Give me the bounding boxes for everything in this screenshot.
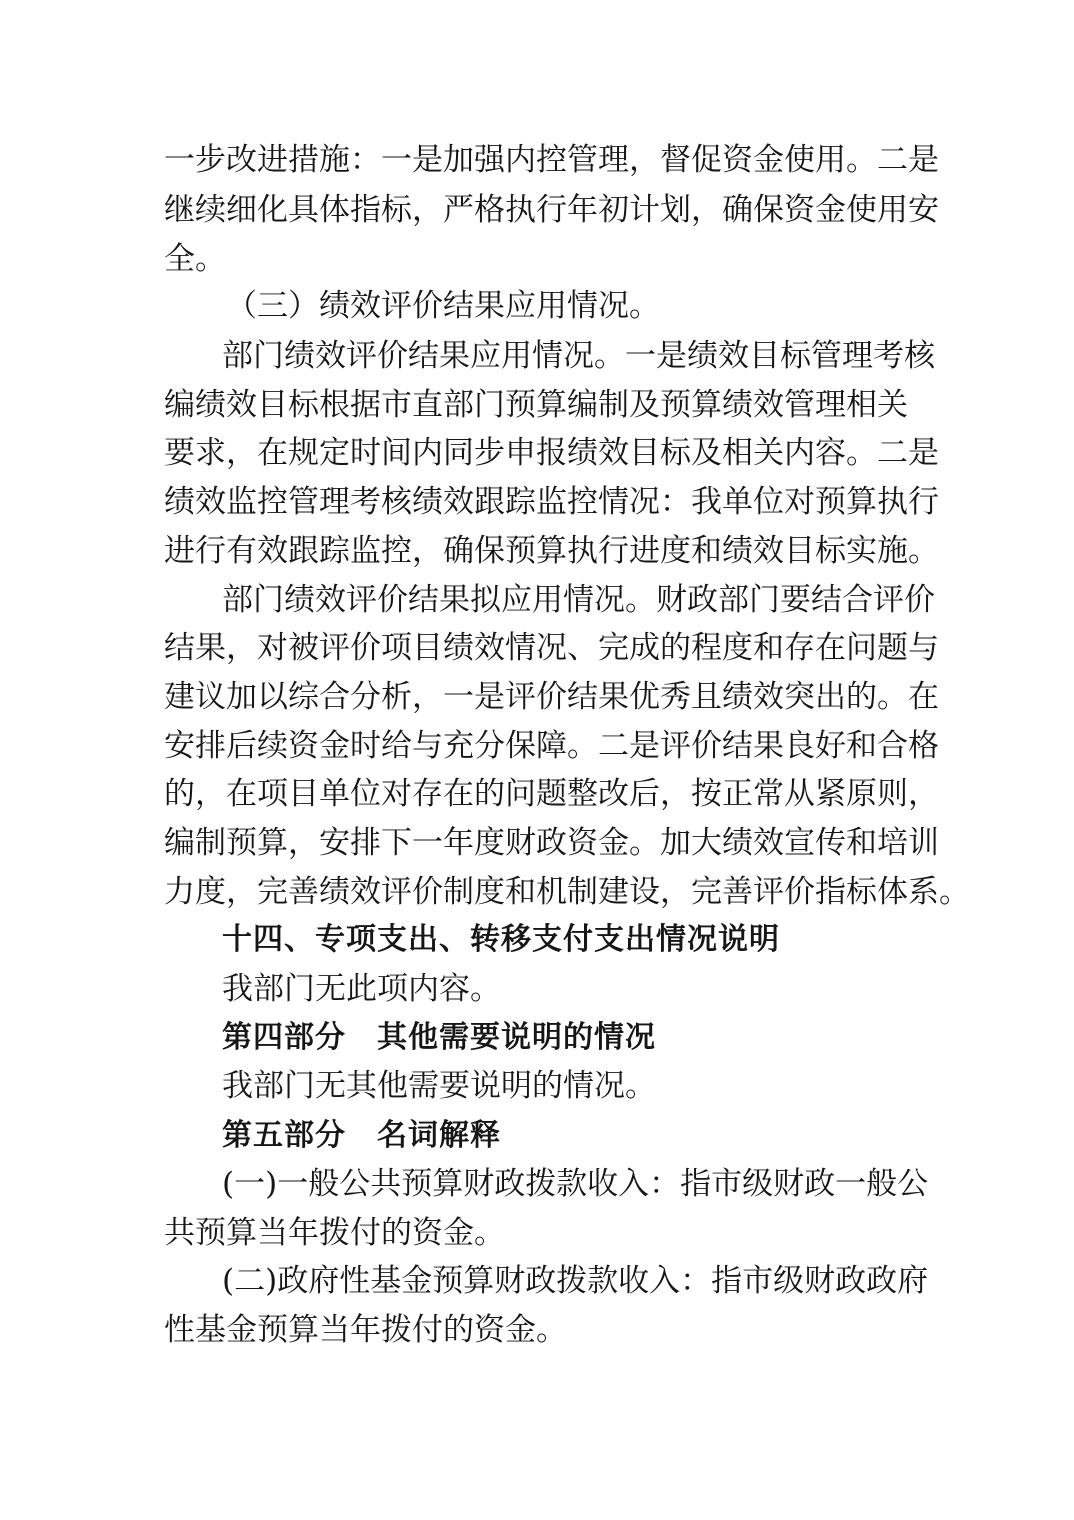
text-line: 编绩效目标根据市直部门预算编制及预算绩效管理相关 [164,387,908,423]
text-line: 安排后续资金时给与充分保障。二是评价结果良好和合格 [164,728,939,764]
text-line: 进行有效跟踪监控，确保预算执行进度和绩效目标实施。 [164,533,939,569]
text-line: 继续细化具体指标，严格执行年初计划，确保资金使用安 [164,192,939,228]
text-line: 全。 [164,241,226,277]
text-line: 力度，完善绩效评价制度和机制建设，完善评价指标体系。 [164,874,970,910]
paragraph-start: (一)一般公共预算财政拨款收入：指市级财政一般公 [222,1166,929,1202]
text-line: 一步改进措施：一是加强内控管理，督促资金使用。二是 [164,142,939,178]
paragraph-start: 部门绩效评价结果应用情况。一是绩效目标管理考核 [222,338,935,374]
text-line: 共预算当年拨付的资金。 [164,1215,505,1251]
part-heading: 第四部分 其他需要说明的情况 [222,1020,656,1055]
section-heading: 十四、专项支出、转移支付支出情况说明 [222,922,780,957]
text-line: 性基金预算当年拨付的资金。 [164,1312,567,1348]
section-subheading: （三）绩效评价结果应用情况。 [226,288,660,324]
text-line: 编制预算，安排下一年度财政资金。加大绩效宣传和培训 [164,825,939,861]
text-line: 要求，在规定时间内同步申报绩效目标及相关内容。二是 [164,435,939,471]
paragraph-start: 我部门无其他需要说明的情况。 [222,1068,656,1104]
part-heading: 第五部分 名词解释 [222,1118,501,1153]
paragraph-start: 我部门无此项内容。 [222,971,501,1007]
text-line: 的，在项目单位对存在的问题整改后，按正常从紧原则， [164,776,939,812]
text-line: 结果，对被评价项目绩效情况、完成的程度和存在问题与 [164,630,939,666]
text-line: 建议加以综合分析，一是评价结果优秀且绩效突出的。在 [164,679,939,715]
paragraph-start: 部门绩效评价结果拟应用情况。财政部门要结合评价 [222,582,935,618]
paragraph-start: (二)政府性基金预算财政拨款收入：指市级财政政府 [222,1263,929,1299]
text-line: 绩效监控管理考核绩效跟踪监控情况：我单位对预算执行 [164,484,939,520]
